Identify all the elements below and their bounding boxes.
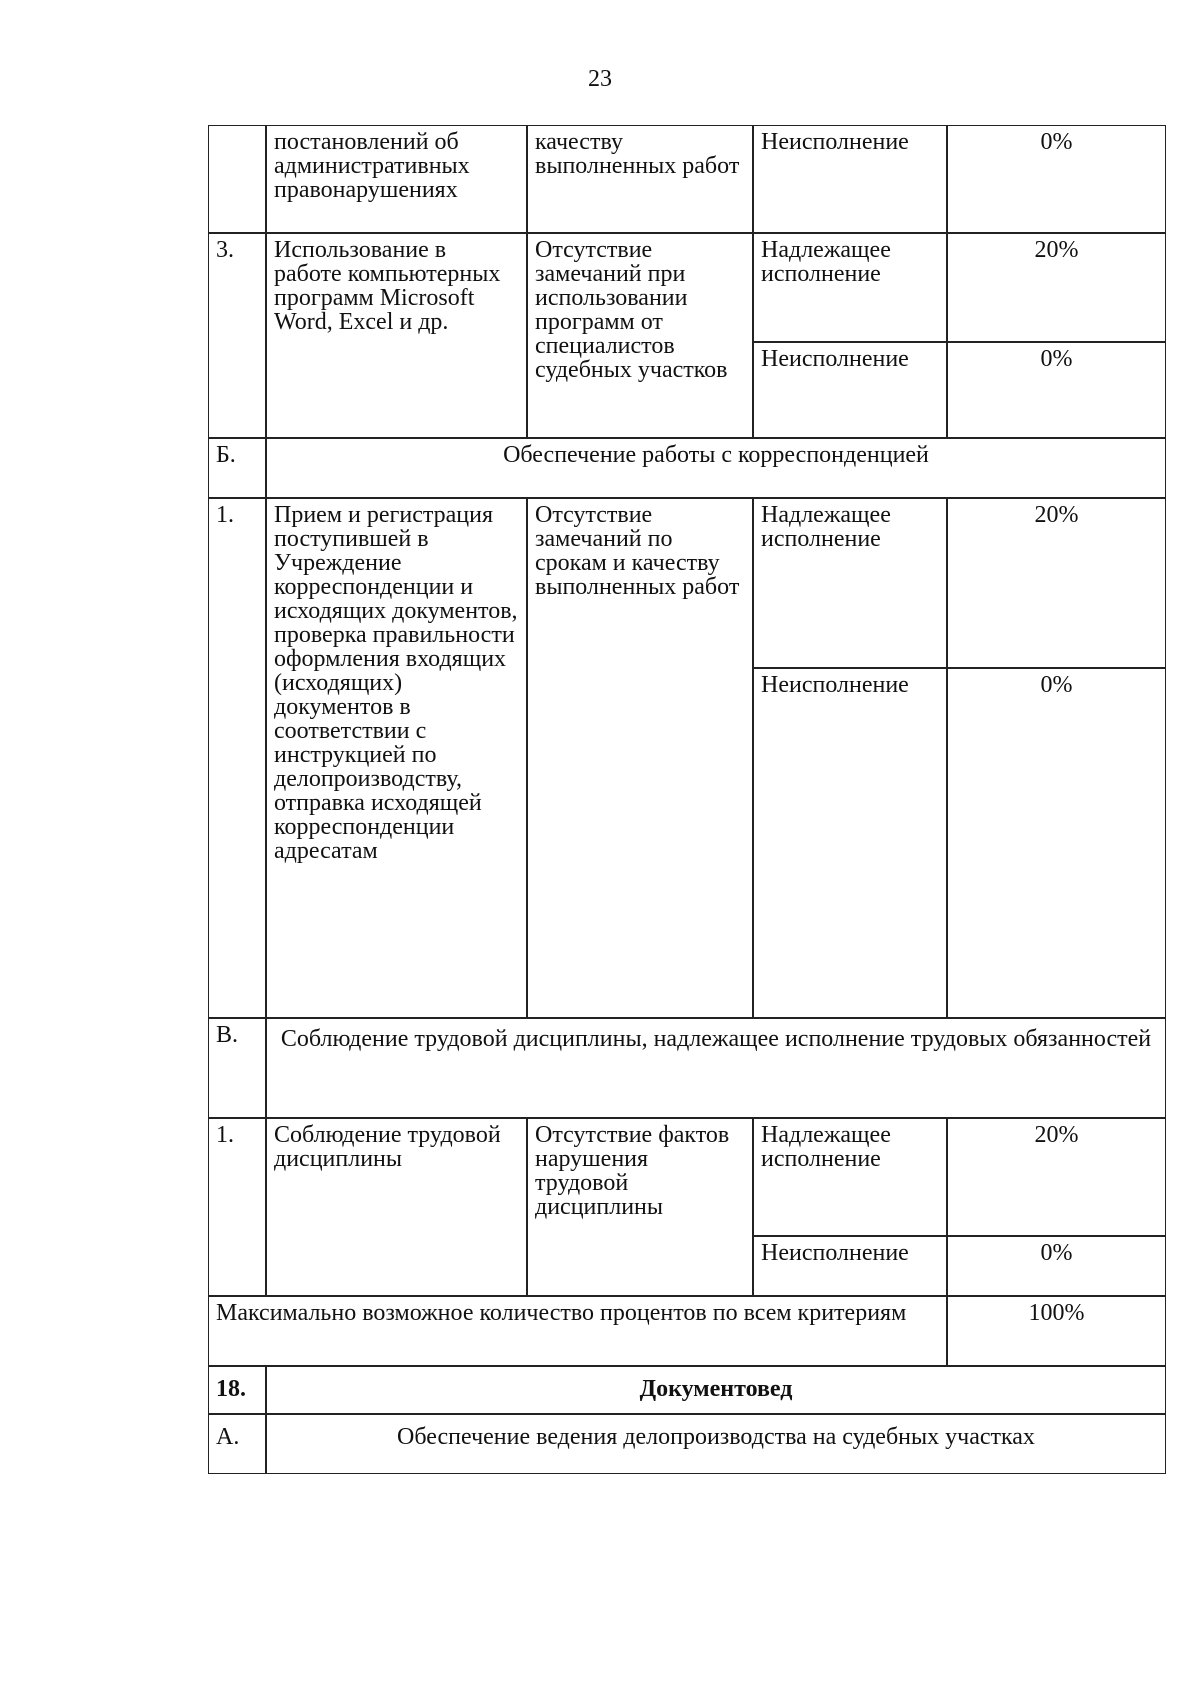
criterion-cell	[266, 498, 527, 1018]
percent-value: 0%	[1040, 672, 1073, 698]
max-percent: 100%	[1028, 1300, 1085, 1326]
num-cell	[208, 498, 266, 1018]
section-title: Обеспечение работы с корреспонденцией	[503, 442, 929, 468]
rating-bad-cell	[753, 668, 947, 1018]
row-number: 18.	[216, 1376, 246, 1402]
page-number: 23	[588, 66, 612, 92]
percent-value: 20%	[1034, 237, 1079, 263]
section-letter: Б.	[216, 442, 236, 468]
rating-label: Неисполнение	[761, 1240, 909, 1266]
num-cell	[208, 233, 266, 438]
percent-bad-cell	[947, 342, 1166, 438]
percent-cell	[947, 125, 1166, 233]
section-letter-cell	[208, 438, 266, 498]
criterion-text: Соблюдение трудовой дисциплины	[274, 1122, 501, 1172]
rating-label: Надлежащее исполнение	[761, 502, 891, 552]
percent-good-cell	[947, 498, 1166, 668]
rating-good-cell	[753, 1118, 947, 1236]
rating-good-cell	[753, 498, 947, 668]
rating-label: Надлежащее исполнение	[761, 1122, 891, 1172]
section-title: Соблюдение трудовой дисциплины, надлежащее исполнение трудовых обязанностей	[280, 1026, 1152, 1052]
criterion-text: постановлений об административных правонарушениях	[274, 129, 470, 203]
rating-label: Неисполнение	[761, 672, 909, 698]
percent-bad-cell	[947, 668, 1166, 1018]
max-label-cell	[208, 1296, 947, 1366]
num-cell	[208, 1366, 266, 1414]
section-letter-cell	[208, 1414, 266, 1474]
rating-label: Неисполнение	[761, 129, 909, 155]
rating-good-cell	[753, 233, 947, 342]
percent-good-cell	[947, 233, 1166, 342]
indicator-text: качеству выполненных работ	[535, 129, 740, 179]
rating-cell	[753, 125, 947, 233]
percent-value: 20%	[1034, 1122, 1079, 1148]
rating-bad-cell	[753, 1236, 947, 1296]
percent-value: 0%	[1040, 1240, 1073, 1266]
indicator-cell	[527, 125, 753, 233]
row-number: 3.	[216, 237, 234, 263]
criterion-cell	[266, 1118, 527, 1296]
indicator-text: Отсутствие замечаний по срокам и качеству выполненных работ	[535, 502, 740, 600]
position-title-cell	[266, 1366, 1166, 1414]
indicator-text: Отсутствие фактов нарушения трудовой дисциплины	[535, 1122, 730, 1220]
rating-bad-cell	[753, 342, 947, 438]
max-percent-cell	[947, 1296, 1166, 1366]
rating-label: Надлежащее исполнение	[761, 237, 891, 287]
max-label: Максимально возможное количество процентов по всем критериям	[216, 1300, 907, 1326]
section-title-cell	[266, 438, 1166, 498]
row-number: 1.	[216, 1122, 234, 1148]
row-number: 1.	[216, 502, 234, 528]
percent-value: 20%	[1034, 502, 1079, 528]
percent-value: 0%	[1040, 129, 1073, 155]
num-cell	[208, 125, 266, 233]
num-cell	[208, 1118, 266, 1296]
percent-good-cell	[947, 1118, 1166, 1236]
section-letter: А.	[216, 1424, 240, 1450]
section-title-cell	[266, 1414, 1166, 1474]
section-title-cell	[266, 1018, 1166, 1118]
criterion-text: Использование в работе компьютерных программ Microsoft Word, Excel и др.	[274, 237, 501, 335]
percent-bad-cell	[947, 1236, 1166, 1296]
percent-value: 0%	[1040, 346, 1073, 372]
position-title: Документовед	[639, 1376, 793, 1402]
section-title: Обеспечение ведения делопроизводства на судебных участках	[397, 1424, 1035, 1450]
section-letter: В.	[216, 1022, 239, 1048]
indicator-cell	[527, 1118, 753, 1296]
rating-label: Неисполнение	[761, 346, 909, 372]
indicator-cell	[527, 233, 753, 438]
indicator-cell	[527, 498, 753, 1018]
section-letter-cell	[208, 1018, 266, 1118]
indicator-text: Отсутствие замечаний при использовании программ от специалистов судебных участков	[535, 237, 728, 383]
criterion-cell	[266, 233, 527, 438]
criterion-cell	[266, 125, 527, 233]
criterion-text: Прием и регистрация поступившей в Учреждение корреспонденции и исходящих документов, проверка правильности оформления входящих (исходящих) документов в соответствии с инструкцией по делопроизводству, отправка исходящей корреспонденции адресатам	[274, 502, 518, 864]
